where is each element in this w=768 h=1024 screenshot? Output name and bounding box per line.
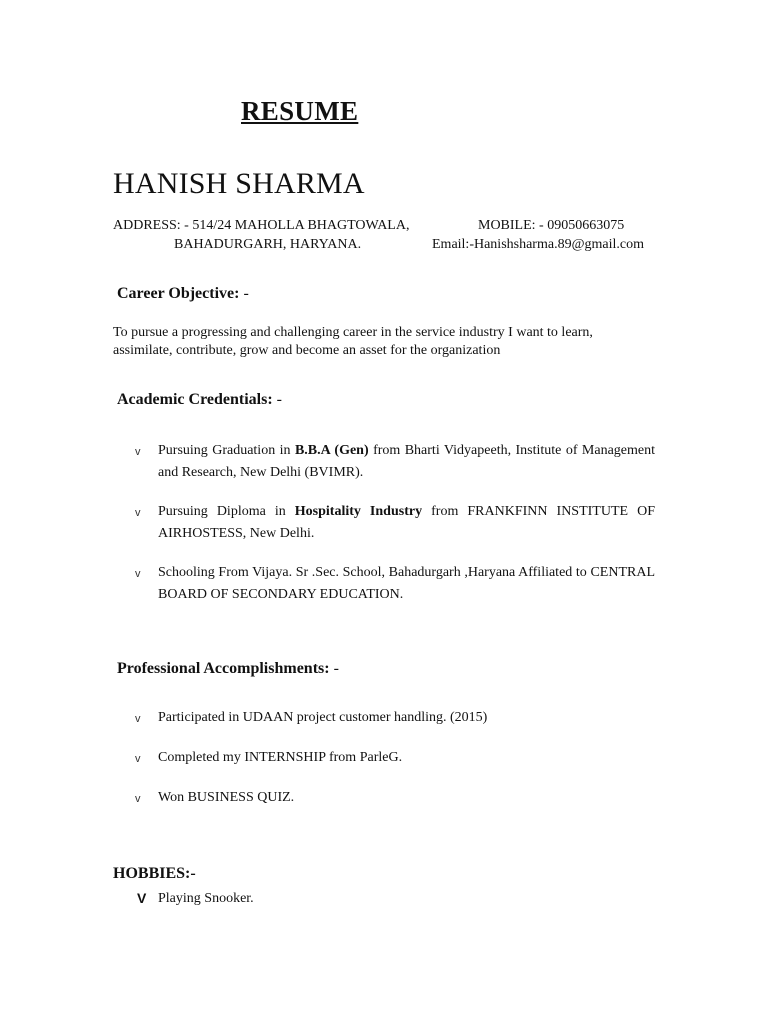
academic-item-pre: Pursuing Diploma in [158, 504, 295, 519]
academic-credentials-heading [117, 391, 282, 409]
bullet-icon: v [135, 713, 141, 725]
career-objective-heading [117, 285, 249, 303]
email-address: Email:-Hanishsharma.89@gmail.com [432, 237, 644, 252]
mobile-number: MOBILE: - 09050663075 [478, 218, 625, 233]
academic-item-text [158, 501, 655, 545]
academic-heading-label: Academic Credentials: [117, 391, 273, 408]
academic-item-post: from Bharti Vidyapeeth, Institute of Management and Research, New Delhi (BVIMR). [158, 443, 656, 480]
bullet-icon: V [137, 890, 147, 906]
academic-item-pre: Pursuing Graduation in [158, 443, 295, 458]
academic-item-bold: Hospitality Industry [294, 504, 423, 519]
academic-item-pre: Schooling From Vijaya. Sr .Sec. School, Bahadurgarh ,Haryana Affiliated to CENTRAL BOARD OF SECONDARY EDUCATION. [158, 565, 655, 602]
professional-heading-dash: - [329, 660, 339, 677]
professional-heading-label: Professional Accomplishments: [117, 660, 330, 677]
bullet-icon: v [135, 793, 141, 805]
bullet-icon: v [135, 568, 141, 580]
career-objective-heading-dash: - [239, 285, 249, 302]
candidate-name: HANISH SHARMA [113, 167, 365, 200]
bullet-icon: v [135, 446, 141, 458]
professional-item-text: Won BUSINESS QUIZ. [158, 790, 295, 805]
hobbies-heading: HOBBIES:- [113, 865, 196, 882]
address-line-1: ADDRESS: - 514/24 MAHOLLA BHAGTOWALA, [113, 218, 410, 233]
professional-item-text: Completed my INTERNSHIP from ParleG. [158, 750, 403, 765]
academic-item-post: from FRANKFINN INSTITUTE OF AIRHOSTESS, New Delhi. [158, 504, 655, 541]
resume-title: RESUME [241, 96, 359, 126]
career-objective-heading-label: Career Objective: [117, 285, 240, 302]
bullet-icon: v [135, 507, 141, 519]
academic-item-bold: B.B.A (Gen) [294, 443, 369, 458]
professional-accomplishments-heading [117, 660, 339, 678]
bullet-icon: v [135, 753, 141, 765]
academic-heading-dash: - [272, 391, 282, 408]
hobby-item-text: Playing Snooker. [158, 891, 254, 906]
academic-item-text [158, 562, 655, 606]
career-objective-text: To pursue a progressing and challenging career in the service industry I want to learn, assimilate, contribute, grow and become an asset for the organization [113, 325, 593, 358]
address-line-2: BAHADURGARH, HARYANA. [174, 237, 362, 252]
academic-item-text [158, 440, 655, 484]
professional-item-text: Participated in UDAAN project customer handling. (2015) [158, 710, 488, 725]
